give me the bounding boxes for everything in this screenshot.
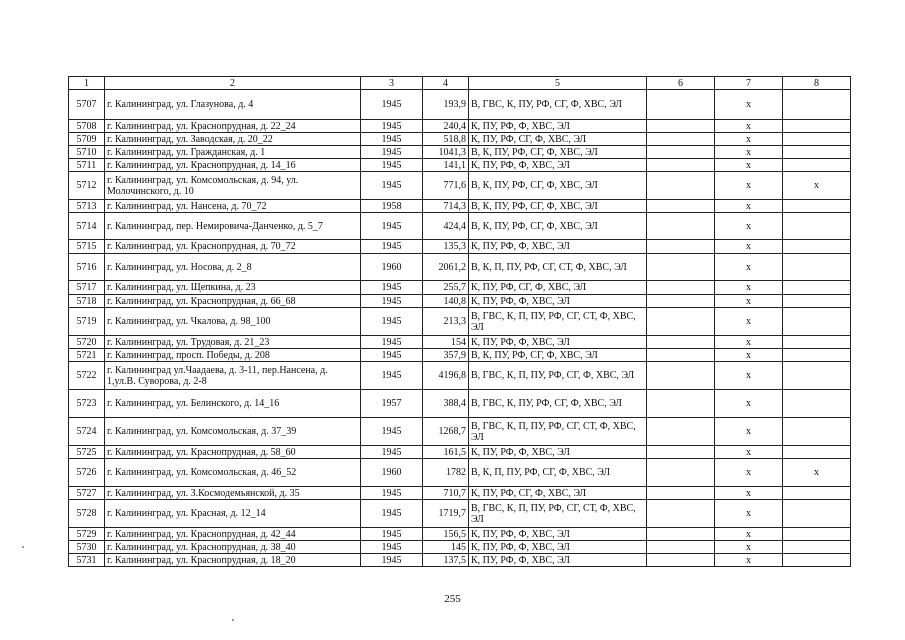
table-row [69,159,851,172]
area: 137,5 [423,554,469,567]
systems: В, К, ПУ, РФ, СГ, Ф, ХВС, ЭЛ [469,349,647,362]
systems: К, ПУ, РФ, Ф, ХВС, ЭЛ [469,541,647,554]
row-number: 5730 [69,541,105,554]
col-7-mark: х [715,90,783,120]
address: г. Калининград, ул. Гражданская, д. 1 [105,146,361,159]
address: г. Калининград, ул. Носова, д. 2_8 [105,254,361,281]
systems: В, К, П, ПУ, РФ, СГ, СТ, Ф, ХВС, ЭЛ [469,254,647,281]
row-number: 5715 [69,240,105,254]
col-7-mark: х [715,362,783,390]
systems: В, К, П, ПУ, РФ, СГ, Ф, ХВС, ЭЛ [469,459,647,487]
address: г. Калининград, ул. Краснопрудная, д. 22_24 [105,120,361,133]
table-row [69,120,851,133]
col-6-cell [647,240,715,254]
col-6-cell [647,528,715,541]
table-row [69,487,851,500]
col-7-mark: х [715,240,783,254]
col-8-mark [783,554,851,567]
table-body [69,90,851,567]
area: 714,3 [423,200,469,213]
systems: К, ПУ, РФ, Ф, ХВС, ЭЛ [469,240,647,254]
col-6-cell [647,159,715,172]
col-8-mark [783,541,851,554]
row-number: 5726 [69,459,105,487]
systems: В, К, ПУ, РФ, СГ, Ф, ХВС, ЭЛ [469,200,647,213]
area: 161,5 [423,446,469,459]
header-col-3: 3 [361,77,423,90]
row-number: 5731 [69,554,105,567]
header-col-8: 8 [783,77,851,90]
row-number: 5728 [69,500,105,528]
table-row [69,172,851,200]
systems: В, ГВС, К, ПУ, РФ, СГ, Ф, ХВС, ЭЛ [469,390,647,418]
col-8-mark [783,90,851,120]
table-row [69,459,851,487]
year: 1945 [361,336,423,349]
address: г. Калининград, ул. Белинского, д. 14_16 [105,390,361,418]
area: 424,4 [423,213,469,240]
address: г. Калининград, ул. З.Космодемьянской, д. 35 [105,487,361,500]
area: 135,3 [423,240,469,254]
table-row [69,308,851,336]
col-6-cell [647,281,715,295]
col-6-cell [647,90,715,120]
systems: К, ПУ, РФ, Ф, ХВС, ЭЛ [469,528,647,541]
col-7-mark: х [715,528,783,541]
col-7-mark: х [715,133,783,146]
col-8-mark: х [783,172,851,200]
area: 2061,2 [423,254,469,281]
col-8-mark [783,418,851,446]
col-8-mark [783,308,851,336]
row-number: 5711 [69,159,105,172]
row-number: 5716 [69,254,105,281]
row-number: 5724 [69,418,105,446]
year: 1945 [361,487,423,500]
table-row [69,213,851,240]
row-number: 5720 [69,336,105,349]
col-6-cell [647,133,715,146]
year: 1945 [361,90,423,120]
year: 1945 [361,159,423,172]
area: 193,9 [423,90,469,120]
year: 1945 [361,349,423,362]
col-8-mark [783,120,851,133]
table-row [69,336,851,349]
address: г. Калининград, ул. Чкалова, д. 98_100 [105,308,361,336]
year: 1945 [361,120,423,133]
col-7-mark: х [715,146,783,159]
area: 710,7 [423,487,469,500]
area: 1719,7 [423,500,469,528]
year: 1945 [361,362,423,390]
col-7-mark: х [715,446,783,459]
table-row [69,500,851,528]
year: 1945 [361,133,423,146]
col-7-mark: х [715,120,783,133]
header-col-2: 2 [105,77,361,90]
col-7-mark: х [715,418,783,446]
address: г. Калининград, ул. Краснопрудная, д. 14_16 [105,159,361,172]
col-8-mark [783,446,851,459]
address: г. Калининград, ул. Комсомольская, д. 37_39 [105,418,361,446]
col-6-cell [647,120,715,133]
year: 1945 [361,213,423,240]
col-6-cell [647,308,715,336]
col-6-cell [647,541,715,554]
col-8-mark [783,240,851,254]
col-6-cell [647,336,715,349]
col-8-mark [783,349,851,362]
housing-table [68,76,851,567]
area: 255,7 [423,281,469,295]
col-6-cell [647,349,715,362]
col-6-cell [647,487,715,500]
area: 357,9 [423,349,469,362]
col-7-mark: х [715,487,783,500]
area: 4196,8 [423,362,469,390]
col-7-mark: х [715,349,783,362]
table-row [69,281,851,295]
table-row [69,528,851,541]
col-8-mark [783,200,851,213]
header-row [69,77,851,90]
address: г. Калининград, ул. Краснопрудная, д. 58_60 [105,446,361,459]
col-7-mark: х [715,308,783,336]
systems: В, ГВС, К, П, ПУ, РФ, СГ, Ф, ХВС, ЭЛ [469,362,647,390]
address: г. Калининград, ул. Красная, д. 12_14 [105,500,361,528]
systems: В, ГВС, К, П, ПУ, РФ, СГ, СТ, Ф, ХВС, ЭЛ [469,308,647,336]
col-7-mark: х [715,281,783,295]
address: г. Калининград, ул. Нансена, д. 70_72 [105,200,361,213]
year: 1960 [361,254,423,281]
col-6-cell [647,213,715,240]
table-row [69,446,851,459]
col-8-mark [783,487,851,500]
row-number: 5721 [69,349,105,362]
table-row [69,146,851,159]
page-number: 255 [444,593,461,605]
row-number: 5722 [69,362,105,390]
year: 1945 [361,240,423,254]
year: 1945 [361,554,423,567]
col-7-mark: х [715,554,783,567]
systems: В, К, ПУ, РФ, СГ, Ф, ХВС, ЭЛ [469,213,647,240]
col-8-mark [783,390,851,418]
header-col-4: 4 [423,77,469,90]
table-row [69,418,851,446]
area: 771,6 [423,172,469,200]
systems: К, ПУ, РФ, СГ, Ф, ХВС, ЭЛ [469,487,647,500]
address: г. Калининград, просп. Победы, д. 208 [105,349,361,362]
area: 388,4 [423,390,469,418]
row-number: 5729 [69,528,105,541]
col-6-cell [647,295,715,308]
year: 1958 [361,200,423,213]
row-number: 5718 [69,295,105,308]
systems: В, ГВС, К, П, ПУ, РФ, СГ, СТ, Ф, ХВС, ЭЛ [469,500,647,528]
col-7-mark: х [715,390,783,418]
row-number: 5707 [69,90,105,120]
area: 141,1 [423,159,469,172]
area: 1782 [423,459,469,487]
col-6-cell [647,254,715,281]
area: 1041,3 [423,146,469,159]
header-col-5: 5 [469,77,647,90]
col-6-cell [647,200,715,213]
col-7-mark: х [715,172,783,200]
systems: К, ПУ, РФ, Ф, ХВС, ЭЛ [469,295,647,308]
col-8-mark [783,500,851,528]
year: 1960 [361,459,423,487]
table-row [69,390,851,418]
systems: К, ПУ, РФ, СГ, Ф, ХВС, ЭЛ [469,133,647,146]
row-number: 5723 [69,390,105,418]
area: 154 [423,336,469,349]
year: 1945 [361,172,423,200]
systems: В, ГВС, К, П, ПУ, РФ, СГ, СТ, Ф, ХВС, ЭЛ [469,418,647,446]
header-col-1: 1 [69,77,105,90]
col-7-mark: х [715,500,783,528]
address: г. Калининград, ул. Глазунова, д. 4 [105,90,361,120]
header-col-6: 6 [647,77,715,90]
year: 1945 [361,528,423,541]
row-number: 5709 [69,133,105,146]
area: 140,8 [423,295,469,308]
address: г. Калининград, пер. Немировича-Данченко, д. 5_7 [105,213,361,240]
col-8-mark: х [783,459,851,487]
col-8-mark [783,362,851,390]
systems: К, ПУ, РФ, Ф, ХВС, ЭЛ [469,159,647,172]
col-8-mark [783,146,851,159]
area: 518,8 [423,133,469,146]
row-number: 5725 [69,446,105,459]
address: г. Калининград, ул. Краснопрудная, д. 66_68 [105,295,361,308]
year: 1945 [361,418,423,446]
col-8-mark [783,528,851,541]
address: г. Калининград ул.Чаадаева, д. 3-11, пер.Нансена, д. 1,ул.В. Суворова, д. 2-8 [105,362,361,390]
systems: В, ГВС, К, ПУ, РФ, СГ, Ф, ХВС, ЭЛ [469,90,647,120]
row-number: 5708 [69,120,105,133]
col-7-mark: х [715,254,783,281]
col-7-mark: х [715,159,783,172]
col-7-mark: х [715,200,783,213]
year: 1945 [361,541,423,554]
area: 145 [423,541,469,554]
col-6-cell [647,418,715,446]
systems: К, ПУ, РФ, СГ, Ф, ХВС, ЭЛ [469,281,647,295]
year: 1945 [361,295,423,308]
col-6-cell [647,172,715,200]
col-7-mark: х [715,541,783,554]
header-col-7: 7 [715,77,783,90]
table-row [69,254,851,281]
year: 1945 [361,146,423,159]
systems: В, К, ПУ, РФ, СГ, Ф, ХВС, ЭЛ [469,172,647,200]
systems: К, ПУ, РФ, Ф, ХВС, ЭЛ [469,446,647,459]
address: г. Калининград, ул. Краснопрудная, д. 18_20 [105,554,361,567]
row-number: 5719 [69,308,105,336]
col-8-mark [783,336,851,349]
col-8-mark [783,159,851,172]
address: г. Калининград, ул. Краснопрудная, д. 38_40 [105,541,361,554]
systems: В, К, ПУ, РФ, СГ, Ф, ХВС, ЭЛ [469,146,647,159]
table-row [69,133,851,146]
row-number: 5717 [69,281,105,295]
table-row [69,349,851,362]
col-8-mark [783,133,851,146]
col-7-mark: х [715,213,783,240]
address: г. Калининград, ул. Краснопрудная, д. 42_44 [105,528,361,541]
year: 1945 [361,446,423,459]
col-6-cell [647,146,715,159]
row-number: 5712 [69,172,105,200]
address: г. Калининград, ул. Заводская, д. 20_22 [105,133,361,146]
row-number: 5714 [69,213,105,240]
address: г. Калининград, ул. Комсомольская, д. 46_52 [105,459,361,487]
col-8-mark [783,295,851,308]
systems: К, ПУ, РФ, Ф, ХВС, ЭЛ [469,120,647,133]
table-row [69,362,851,390]
col-6-cell [647,500,715,528]
year: 1945 [361,500,423,528]
table-row [69,240,851,254]
address: г. Калининград, ул. Трудовая, д. 21_23 [105,336,361,349]
col-7-mark: х [715,336,783,349]
systems: К, ПУ, РФ, Ф, ХВС, ЭЛ [469,336,647,349]
col-7-mark: х [715,459,783,487]
table-row [69,554,851,567]
table-row [69,541,851,554]
scan-speck [22,546,24,548]
scan-speck [232,619,234,621]
area: 1268,7 [423,418,469,446]
address: г. Калининград, ул. Краснопрудная, д. 70_72 [105,240,361,254]
address: г. Калининград, ул. Комсомольская, д. 94, ул. Молочинского, д. 10 [105,172,361,200]
col-6-cell [647,554,715,567]
address: г. Калининград, ул. Щепкина, д. 23 [105,281,361,295]
area: 240,4 [423,120,469,133]
col-6-cell [647,459,715,487]
systems: К, ПУ, РФ, Ф, ХВС, ЭЛ [469,554,647,567]
area: 156,5 [423,528,469,541]
col-6-cell [647,446,715,459]
year: 1945 [361,281,423,295]
row-number: 5710 [69,146,105,159]
col-8-mark [783,213,851,240]
year: 1957 [361,390,423,418]
table-row [69,200,851,213]
col-6-cell [647,390,715,418]
col-6-cell [647,362,715,390]
row-number: 5713 [69,200,105,213]
col-8-mark [783,254,851,281]
table-row [69,295,851,308]
col-7-mark: х [715,295,783,308]
year: 1945 [361,308,423,336]
table-row [69,90,851,120]
col-8-mark [783,281,851,295]
area: 213,3 [423,308,469,336]
row-number: 5727 [69,487,105,500]
